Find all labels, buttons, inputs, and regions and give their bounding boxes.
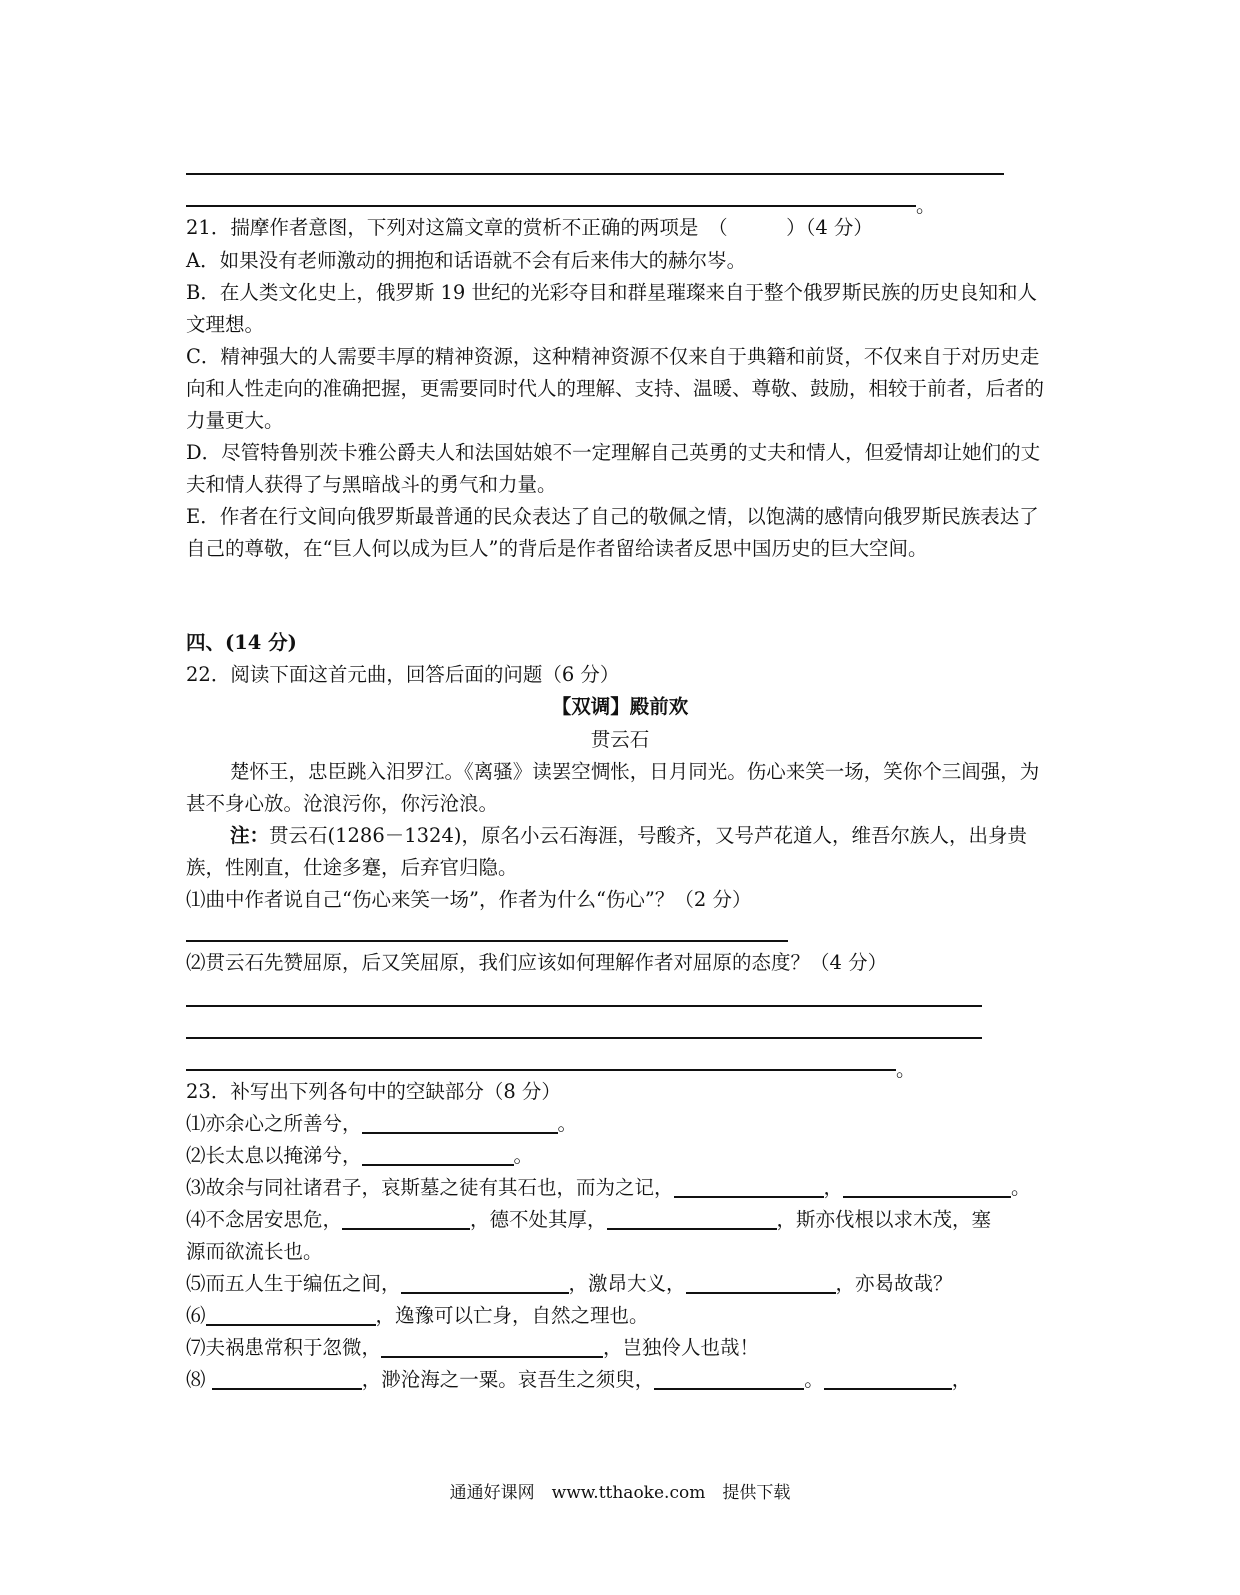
fill-blank[interactable] (607, 1206, 777, 1230)
answer-line (186, 940, 788, 942)
fill-blank[interactable] (362, 1110, 558, 1134)
q23-line-4-mid: ，德不处其厚， (470, 1208, 607, 1231)
q23-line-3-sep: ， (823, 1176, 844, 1199)
fill-blank[interactable] (824, 1366, 952, 1390)
q23-line-2-end: 。 (513, 1144, 534, 1167)
q23-line-2-text: ⑵长太息以掩涕兮， (186, 1144, 362, 1167)
q23-line-7 (186, 1332, 1056, 1364)
note-text: 贯云石(1286－1324)，原名小云石海涯，号酸齐，又号芦花道人，维吾尔族人，出身贵族，性刚直，仕途多蹇，后弃官归隐。 (186, 824, 1027, 879)
page-footer: 通通好课网 www.tthaoke.com 提供下载 (449, 1483, 791, 1503)
q23-line-5-mid: ，激昂大义， (568, 1272, 686, 1295)
q21-option-a: A．如果没有老师激动的拥抱和话语就不会有后来伟大的赫尔岑。 (186, 249, 747, 272)
fill-blank[interactable] (362, 1142, 514, 1166)
q23-line-4-tail: ，斯亦伐根以求木茂，塞 (776, 1208, 992, 1231)
q23-line-5-end: ，亦曷故哉？ (835, 1272, 953, 1295)
q22-stem: 22．阅读下面这首元曲，回答后面的问题（6 分） (186, 663, 620, 686)
q21-stem: 21．揣摩作者意图，下列对这篇文章的赏析不正确的两项是 （ ）（4 分） (186, 216, 873, 239)
q22-sub1: ⑴曲中作者说自己“伤心来笑一场”，作者为什么“伤心”？（2 分） (186, 888, 752, 911)
q23-line-6 (186, 1300, 1056, 1332)
q23-line-6-num: ⑹ (186, 1304, 206, 1327)
q23-line-4-cont: 源而欲流长也。 (186, 1240, 323, 1263)
q21-option-c: C．精神强大的人需要丰厚的精神资源，这种精神资源不仅来自于典籍和前贤，不仅来自于对历史走向和人性走向的准确把握，更需要同时代人的理解、支持、温暖、尊敬、鼓励，相较于前者，后者的力量更大。 (186, 345, 1045, 432)
answer-line (186, 1069, 896, 1071)
fill-blank[interactable] (843, 1174, 1011, 1198)
answer-line (186, 173, 1004, 175)
q23-line-1-text: ⑴亦余心之所善兮， (186, 1112, 362, 1135)
answer-line-end: 。 (896, 1058, 916, 1081)
q23-line-1-end: 。 (557, 1112, 578, 1135)
section-heading: 四、(14 分) (186, 631, 297, 654)
fill-blank[interactable] (686, 1270, 836, 1294)
q23-line-2 (186, 1140, 1056, 1172)
q23-line-8 (186, 1364, 1056, 1396)
fill-blank[interactable] (401, 1270, 569, 1294)
q21-option-d: D．尽管特鲁别茨卡雅公爵夫人和法国姑娘不一定理解自己英勇的丈夫和情人，但爱情却让她们的丈夫和情人获得了与黑暗战斗的勇气和力量。 (186, 441, 1041, 496)
poem-author: 贯云石 (590, 728, 650, 751)
q23-line-4-text: ⑷不念居安思危， (186, 1208, 343, 1231)
answer-line (186, 1005, 982, 1007)
q23-line-5-text: ⑸而五人生于编伍之间， (186, 1272, 401, 1295)
q23-line-8-mid: ，渺沧海之一粟。哀吾生之须臾， (361, 1368, 655, 1391)
fill-blank[interactable] (206, 1302, 376, 1326)
q23-stem: 23．补写出下列各句中的空缺部分（8 分） (186, 1080, 561, 1103)
q23-line-3 (186, 1172, 1056, 1204)
q23-line-7-end: ，岂独伶人也哉！ (603, 1336, 760, 1359)
q23-line-8-num: ⑻ (186, 1368, 212, 1391)
q21-option-b: B．在人类文化史上，俄罗斯 19 世纪的光彩夺目和群星璀璨来自于整个俄罗斯民族的历史良知和人文理想。 (186, 281, 1038, 336)
answer-line-end: 。 (916, 194, 936, 217)
fill-blank[interactable] (342, 1206, 470, 1230)
fill-blank[interactable] (654, 1366, 804, 1390)
answer-line (186, 1037, 982, 1039)
q23-line-1 (186, 1108, 1056, 1140)
q23-line-8-sep: 。 (804, 1368, 824, 1391)
answer-line (186, 205, 916, 207)
q23-line-8-end: ， (951, 1368, 972, 1391)
poem-title: 【双调】殿前欢 (551, 695, 689, 718)
fill-blank[interactable] (674, 1174, 824, 1198)
q21-option-e: E．作者在行文间向俄罗斯最普通的民众表达了自己的敬佩之情，以饱满的感情向俄罗斯民族表达了自己的尊敬，在“巨人何以成为巨人”的背后是作者留给读者反思中国历史的巨大空间。 (186, 505, 1039, 560)
poem-text: 楚怀王，忠臣跳入汨罗江。《离骚》读罢空惆怅，日月同光。伤心来笑一场，笑你个三闾强，为甚不身心放。沧浪污你，你污沧浪。 (186, 760, 1040, 815)
q22-sub2: ⑵贯云石先赞屈原，后又笑屈原，我们应该如何理解作者对屈原的态度？（4 分） (186, 951, 888, 974)
q23-line-7-text: ⑺夫祸患常积于忽微， (186, 1336, 382, 1359)
q23-line-3-end: 。 (1011, 1176, 1031, 1199)
q23-line-3-text: ⑶故余与同社诸君子，哀斯墓之徒有其石也，而为之记， (186, 1176, 674, 1199)
fill-blank[interactable] (381, 1334, 603, 1358)
note-label: 注： (230, 824, 270, 847)
q23-line-5 (186, 1268, 1056, 1300)
poem-note (186, 820, 1056, 884)
fill-blank[interactable] (212, 1366, 362, 1390)
q23-line-4 (186, 1204, 1056, 1236)
q23-line-6-text: ，逸豫可以亡身，自然之理也。 (375, 1304, 649, 1327)
